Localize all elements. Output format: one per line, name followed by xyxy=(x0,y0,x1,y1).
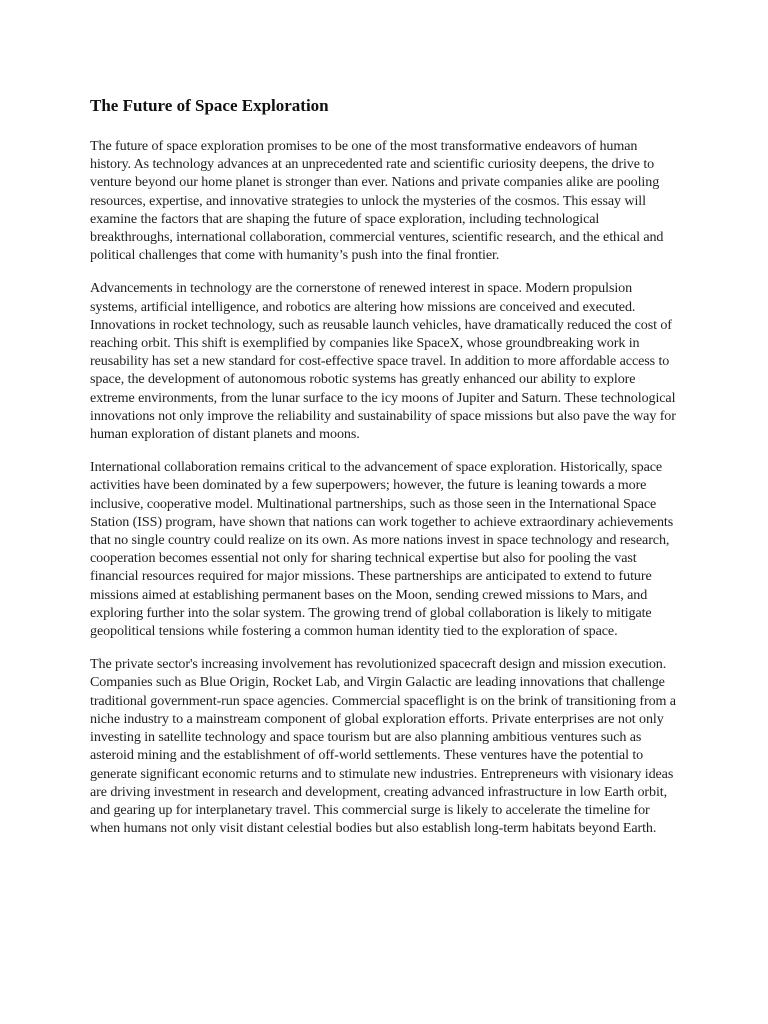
document-title: The Future of Space Exploration xyxy=(90,96,329,115)
paragraph-private-sector: The private sector's increasing involvement has revolutionized spacecraft design and mission execution. Companies such as Blue Origin, Rocket Lab, and Virgin Galactic are leading innovations that challenge traditional government-run space agencies. Commercial spaceflight is on the brink of transitioning from a niche industry to a mainstream component of global exploration efforts. Private enterprises are not only investing in satellite technology and space tourism but are also planning ambitious ventures such as asteroid mining and the establishment of off-world settlements. These ventures have the potential to generate significant economic returns and to stimulate new industries. Entrepreneurs with visionary ideas are driving investment in research and development, creating advanced infrastructure in low Earth orbit, and gearing up for interplanetary travel. This commercial surge is likely to accelerate the timeline for when humans not only visit distant celestial bodies but also establish long-term habitats beyond Earth. xyxy=(90,656,676,837)
paragraph-introduction: The future of space exploration promises to be one of the most transformative endeavors of human history. As technology advances at an unprecedented rate and scientific curiosity deepens, the drive to venture beyond our home planet is stronger than ever. Nations and private companies alike are pooling resources, expertise, and innovative strategies to unlock the mysteries of the cosmos. This essay will examine the factors that are shaping the future of space exploration, including technological breakthroughs, international collaboration, commercial ventures, scientific research, and the ethical and political challenges that come with humanity’s push into the final frontier. xyxy=(90,138,664,264)
paragraph-technology: Advancements in technology are the cornerstone of renewed interest in space. Modern propulsion systems, artificial intelligence, and robotics are altering how missions are conceived and executed. Innovations in rocket technology, such as reusable launch vehicles, have dramatically reduced the cost of reaching orbit. This shift is exemplified by companies like SpaceX, whose groundbreaking work in reusability has set a new standard for cost-effective space travel. In addition to more affordable access to space, the development of autonomous robotic systems has greatly enhanced our ability to explore extreme environments, from the lunar surface to the icy moons of Jupiter and Saturn. These technological innovations not only improve the reliability and sustainability of space missions but also pave the way for human exploration of distant planets and moons. xyxy=(90,280,676,443)
paragraph-collaboration: International collaboration remains critical to the advancement of space exploration. Historically, space activities have been dominated by a few superpowers; however, the future is leaning towards a more inclusive, cooperative model. Multinational partnerships, such as those seen in the International Space Station (ISS) program, have shown that nations can work together to achieve extraordinary achievements that no single country could realize on its own. As more nations invest in space technology and research, cooperation becomes essential not only for sharing technical expertise but also for pooling the vast financial resources required for major missions. These partnerships are anticipated to extend to future missions aimed at establishing permanent bases on the Moon, sending crewed missions to Mars, and exploring further into the solar system. The growing trend of global collaboration is likely to mitigate geopolitical tensions while fostering a common human identity tied to the exploration of space. xyxy=(90,459,674,640)
document-body xyxy=(90,95,680,852)
